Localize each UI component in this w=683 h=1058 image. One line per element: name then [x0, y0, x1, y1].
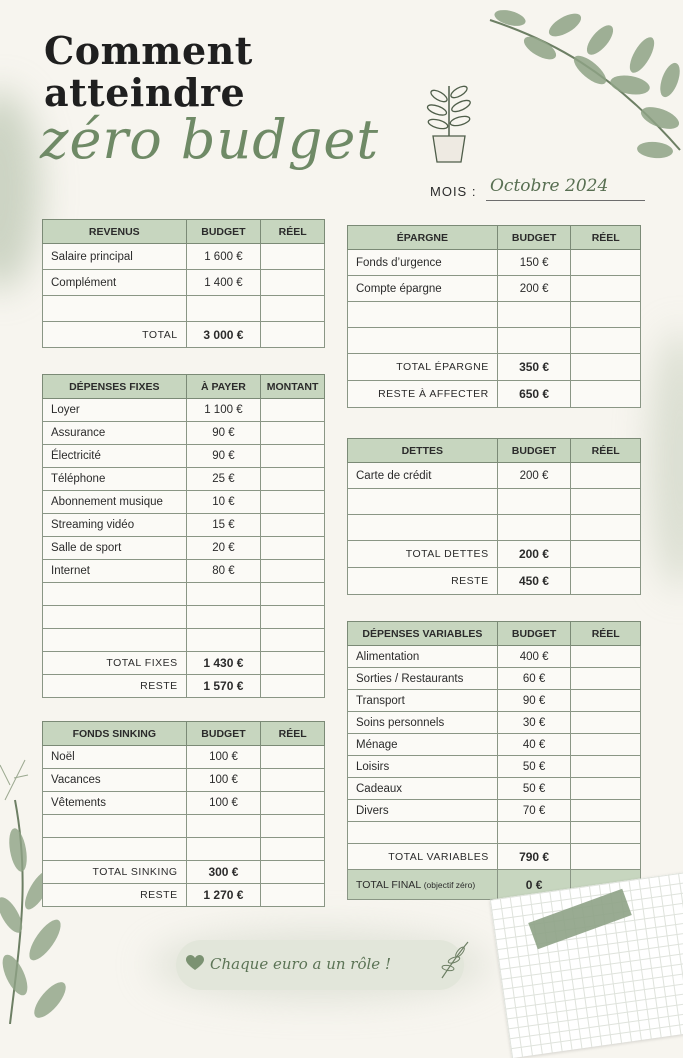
reel-cell[interactable]	[261, 884, 325, 907]
reste-value: 1 570 €	[186, 675, 261, 698]
budget-cell[interactable]: 20 €	[186, 537, 261, 560]
title-line-2: atteindre	[44, 70, 246, 115]
dettes-table	[347, 438, 641, 595]
row-label[interactable]	[43, 606, 187, 629]
table-row	[43, 422, 325, 445]
budget-cell[interactable]: 60 €	[497, 668, 571, 690]
column-header: DETTES	[348, 439, 498, 463]
budget-cell[interactable]	[186, 583, 261, 606]
budget-cell[interactable]: 200 €	[497, 276, 571, 302]
table-row	[43, 792, 325, 815]
reel-cell[interactable]	[571, 734, 641, 756]
column-header: BUDGET	[497, 622, 571, 646]
table-row	[43, 815, 325, 838]
reel-cell[interactable]	[571, 844, 641, 870]
row-label[interactable]	[348, 515, 498, 541]
budget-cell[interactable]: 25 €	[186, 468, 261, 491]
column-header: REVENUS	[43, 220, 187, 244]
row-label[interactable]	[43, 629, 187, 652]
row-label[interactable]: Abonnement musique	[43, 491, 187, 514]
row-label[interactable]: Cadeaux	[348, 778, 498, 800]
budget-cell[interactable]: 50 €	[497, 756, 571, 778]
reel-cell[interactable]	[261, 270, 325, 296]
montant-cell[interactable]	[261, 514, 325, 537]
table-row	[348, 463, 641, 489]
reste-value: 650 €	[497, 381, 571, 408]
row-label[interactable]: Streaming vidéo	[43, 514, 187, 537]
budget-cell[interactable]: 30 €	[497, 712, 571, 734]
reel-cell[interactable]	[571, 354, 641, 381]
row-label[interactable]: Assurance	[43, 422, 187, 445]
budget-cell[interactable]: 400 €	[497, 646, 571, 668]
montant-cell[interactable]	[261, 445, 325, 468]
budget-cell[interactable]: 90 €	[186, 422, 261, 445]
total-row	[43, 861, 325, 884]
row-label[interactable]: Divers	[348, 800, 498, 822]
column-header: MONTANT	[261, 375, 325, 399]
montant-cell[interactable]	[261, 629, 325, 652]
footer-motto: Chaque euro a un rôle !	[210, 955, 391, 973]
reel-cell[interactable]	[261, 322, 325, 348]
reel-cell[interactable]	[571, 302, 641, 328]
table-row	[348, 690, 641, 712]
reste-row	[348, 381, 641, 408]
page-title	[44, 30, 253, 114]
column-header: BUDGET	[186, 722, 261, 746]
table-row	[348, 302, 641, 328]
column-header: RÉEL	[571, 439, 641, 463]
reel-cell[interactable]	[571, 646, 641, 668]
total-label: TOTAL DETTES	[348, 541, 498, 568]
montant-cell[interactable]	[261, 537, 325, 560]
leaf-branch-icon	[470, 0, 683, 175]
depenses-variables-table	[347, 621, 641, 900]
table-row	[43, 514, 325, 537]
budget-cell[interactable]	[497, 515, 571, 541]
row-label[interactable]: Compte épargne	[348, 276, 498, 302]
row-label[interactable]: Salle de sport	[43, 537, 187, 560]
reel-cell[interactable]	[571, 250, 641, 276]
row-label[interactable]: Transport	[348, 690, 498, 712]
total-value: 300 €	[186, 861, 261, 884]
total-row	[43, 652, 325, 675]
column-header: BUDGET	[497, 226, 571, 250]
reste-value: 450 €	[497, 568, 571, 595]
montant-cell[interactable]	[261, 560, 325, 583]
total-label: TOTAL SINKING	[43, 861, 187, 884]
reel-cell[interactable]	[571, 541, 641, 568]
row-label[interactable]	[348, 302, 498, 328]
row-label[interactable]: Carte de crédit	[348, 463, 498, 489]
leaf-sprig-icon	[438, 938, 474, 980]
reel-cell[interactable]	[571, 568, 641, 595]
total-row	[348, 541, 641, 568]
reel-cell[interactable]	[571, 822, 641, 844]
budget-cell[interactable]: 1 100 €	[186, 399, 261, 422]
reel-cell[interactable]	[571, 328, 641, 354]
column-header: ÉPARGNE	[348, 226, 498, 250]
budget-cell[interactable]	[497, 328, 571, 354]
title-line-1: Comment	[44, 28, 253, 73]
reel-cell[interactable]	[571, 756, 641, 778]
table-row	[348, 668, 641, 690]
reel-cell[interactable]	[261, 296, 325, 322]
total-value: 200 €	[497, 541, 571, 568]
table-row	[43, 270, 325, 296]
reel-cell[interactable]	[571, 712, 641, 734]
montant-cell[interactable]	[261, 583, 325, 606]
table-row	[348, 489, 641, 515]
row-label[interactable]: Internet	[43, 560, 187, 583]
reste-label: RESTE À AFFECTER	[348, 381, 498, 408]
heart-icon	[186, 955, 204, 971]
table-row	[348, 734, 641, 756]
reel-cell[interactable]	[571, 778, 641, 800]
column-header: BUDGET	[497, 439, 571, 463]
budget-cell[interactable]: 50 €	[497, 778, 571, 800]
budget-cell[interactable]	[497, 489, 571, 515]
reel-cell[interactable]	[261, 815, 325, 838]
row-label[interactable]: Vacances	[43, 769, 187, 792]
reel-cell[interactable]	[261, 838, 325, 861]
total-label: TOTAL VARIABLES	[348, 844, 498, 870]
table-row	[348, 515, 641, 541]
final-total-cell	[348, 870, 498, 900]
reel-cell[interactable]	[571, 515, 641, 541]
total-value: 3 000 €	[186, 322, 261, 348]
reel-cell[interactable]	[261, 746, 325, 769]
budget-cell[interactable]	[186, 838, 261, 861]
total-value: 1 430 €	[186, 652, 261, 675]
total-label: TOTAL	[43, 322, 187, 348]
row-label[interactable]: Salaire principal	[43, 244, 187, 270]
plant-pot-icon	[425, 78, 473, 166]
row-label[interactable]	[348, 328, 498, 354]
table-row	[348, 778, 641, 800]
montant-cell[interactable]	[261, 468, 325, 491]
total-value: 350 €	[497, 354, 571, 381]
budget-cell[interactable]: 1 600 €	[186, 244, 261, 270]
column-header: DÉPENSES FIXES	[43, 375, 187, 399]
table-row	[43, 560, 325, 583]
mois-label: MOIS :	[430, 184, 477, 199]
final-total-label: TOTAL FINAL	[356, 878, 421, 891]
total-row	[43, 322, 325, 348]
table-row	[348, 822, 641, 844]
budget-cell[interactable]: 10 €	[186, 491, 261, 514]
row-label[interactable]: Alimentation	[348, 646, 498, 668]
total-label: TOTAL ÉPARGNE	[348, 354, 498, 381]
table-row	[43, 746, 325, 769]
montant-cell[interactable]	[261, 422, 325, 445]
table-row	[348, 646, 641, 668]
depenses-fixes-table	[42, 374, 325, 698]
graph-paper-note	[490, 872, 683, 1058]
budget-cell[interactable]: 150 €	[497, 250, 571, 276]
epargne-table	[347, 225, 641, 408]
row-label[interactable]	[348, 822, 498, 844]
reel-cell[interactable]	[571, 276, 641, 302]
table-row	[43, 468, 325, 491]
revenus-table	[42, 219, 325, 348]
montant-cell[interactable]	[261, 491, 325, 514]
reel-cell[interactable]	[571, 489, 641, 515]
budget-cell[interactable]: 90 €	[186, 445, 261, 468]
row-label[interactable]: Ménage	[348, 734, 498, 756]
reel-cell[interactable]	[571, 668, 641, 690]
table-row	[43, 838, 325, 861]
budget-cell[interactable]	[186, 606, 261, 629]
budget-cell[interactable]	[186, 629, 261, 652]
row-label[interactable]: Vêtements	[43, 792, 187, 815]
reel-cell[interactable]	[261, 244, 325, 270]
budget-cell[interactable]: 100 €	[186, 746, 261, 769]
budget-cell[interactable]: 15 €	[186, 514, 261, 537]
row-label[interactable]: Loisirs	[348, 756, 498, 778]
table-row	[43, 769, 325, 792]
final-total-value: 0 €	[497, 870, 571, 900]
table-row	[43, 606, 325, 629]
budget-cell[interactable]	[186, 296, 261, 322]
column-header: RÉEL	[261, 722, 325, 746]
budget-cell[interactable]	[497, 822, 571, 844]
table-row	[43, 244, 325, 270]
table-row	[43, 537, 325, 560]
title-script: zéro budget	[40, 108, 380, 171]
row-label[interactable]: Électricité	[43, 445, 187, 468]
final-total-note: (objectif zéro)	[423, 879, 476, 890]
reste-row	[43, 675, 325, 698]
table-row	[348, 328, 641, 354]
reel-cell[interactable]	[571, 463, 641, 489]
reste-row	[348, 568, 641, 595]
reste-value: 1 270 €	[186, 884, 261, 907]
montant-cell[interactable]	[261, 652, 325, 675]
table-row	[43, 399, 325, 422]
row-label[interactable]	[43, 838, 187, 861]
table-row	[43, 629, 325, 652]
budget-cell[interactable]: 90 €	[497, 690, 571, 712]
budget-cell[interactable]: 100 €	[186, 792, 261, 815]
montant-cell[interactable]	[261, 606, 325, 629]
row-label[interactable]: Fonds d’urgence	[348, 250, 498, 276]
reste-label: RESTE	[43, 675, 187, 698]
montant-cell[interactable]	[261, 399, 325, 422]
column-header: À PAYER	[186, 375, 261, 399]
table-row	[348, 712, 641, 734]
watercolor-wash-top-left	[0, 90, 40, 290]
reel-cell[interactable]	[571, 800, 641, 822]
reste-row	[43, 884, 325, 907]
budget-cell[interactable]: 200 €	[497, 463, 571, 489]
table-row	[348, 800, 641, 822]
row-label[interactable]: Téléphone	[43, 468, 187, 491]
row-label[interactable]: Noël	[43, 746, 187, 769]
column-header: RÉEL	[261, 220, 325, 244]
budget-cell[interactable]: 1 400 €	[186, 270, 261, 296]
column-header: FONDS SINKING	[43, 722, 187, 746]
montant-cell[interactable]	[261, 675, 325, 698]
table-row	[348, 276, 641, 302]
row-label[interactable]: Soins personnels	[348, 712, 498, 734]
row-label[interactable]	[348, 489, 498, 515]
total-label: TOTAL FIXES	[43, 652, 187, 675]
reel-cell[interactable]	[261, 861, 325, 884]
total-value: 790 €	[497, 844, 571, 870]
row-label[interactable]: Sorties / Restaurants	[348, 668, 498, 690]
column-header: BUDGET	[186, 220, 261, 244]
column-header: DÉPENSES VARIABLES	[348, 622, 498, 646]
budget-cell[interactable]: 100 €	[186, 769, 261, 792]
watercolor-wash-right	[650, 330, 683, 590]
budget-cell[interactable]: 80 €	[186, 560, 261, 583]
row-label[interactable]	[43, 296, 187, 322]
budget-cell[interactable]: 40 €	[497, 734, 571, 756]
reel-cell[interactable]	[261, 792, 325, 815]
reste-label: RESTE	[348, 568, 498, 595]
row-label[interactable]	[43, 815, 187, 838]
mois-field[interactable]: Octobre 2024	[486, 176, 645, 201]
row-label[interactable]: Loyer	[43, 399, 187, 422]
reste-label: RESTE	[43, 884, 187, 907]
table-row	[43, 296, 325, 322]
budget-cell[interactable]: 70 €	[497, 800, 571, 822]
reel-cell[interactable]	[571, 381, 641, 408]
reel-cell[interactable]	[571, 690, 641, 712]
budget-cell[interactable]	[497, 302, 571, 328]
table-row	[43, 491, 325, 514]
column-header: RÉEL	[571, 226, 641, 250]
total-row	[348, 844, 641, 870]
table-row	[348, 250, 641, 276]
table-row	[43, 583, 325, 606]
total-row	[348, 354, 641, 381]
row-label[interactable]: Complément	[43, 270, 187, 296]
budget-cell[interactable]	[186, 815, 261, 838]
table-row	[348, 756, 641, 778]
table-row	[43, 445, 325, 468]
fonds-sinking-table	[42, 721, 325, 907]
row-label[interactable]	[43, 583, 187, 606]
column-header: RÉEL	[571, 622, 641, 646]
reel-cell[interactable]	[261, 769, 325, 792]
